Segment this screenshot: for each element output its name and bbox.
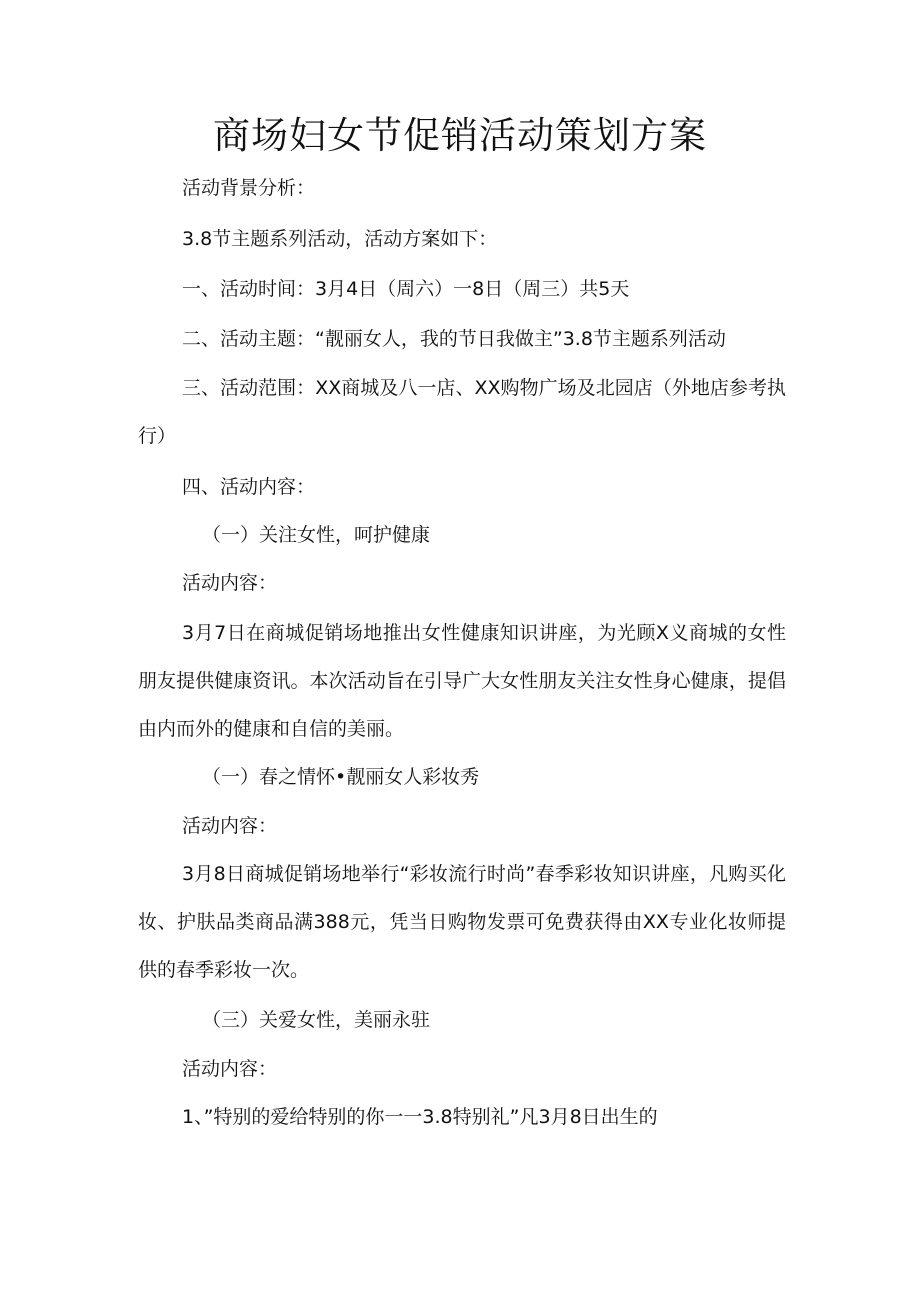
paragraph-activity-time: 一、活动时间：3月4日（周六）一8日（周三）共5天 bbox=[182, 278, 630, 300]
section-heading-care: （三）关爱女性，美丽永驻 bbox=[202, 1009, 431, 1031]
paragraph-special-gift: 1、”特别的爱给特别的你一一3.8特别礼”凡3月8日出生的 bbox=[182, 1106, 658, 1128]
paragraph-intro: 3.8节主题系列活动，活动方案如下： bbox=[182, 228, 498, 250]
paragraph-activity-theme: 二、活动主题：“靓丽女人，我的节日我做主”3.8节主题系列活动 bbox=[182, 328, 726, 350]
paragraph-content-heading: 四、活动内容： bbox=[182, 476, 316, 498]
paragraph-activity-scope: 三、活动范围：XX商城及八一店、XX购物广场及北园店（外地店参考执行） bbox=[138, 377, 786, 447]
paragraph-makeup-lecture: 3月8日商城促销场地举行“彩妆流行时尚”春季彩妆知识讲座，凡购买化妆、护肤品类商品满388元，凭当日购物发票可免费获得由XX专业化妆师提供的春季彩妆一次。 bbox=[138, 863, 786, 981]
paragraph-background-heading: 活动背景分析： bbox=[182, 177, 316, 199]
paragraph-content-label-2: 活动内容： bbox=[182, 815, 278, 837]
document-title: 商场妇女节促销活动策划方案 bbox=[213, 114, 707, 157]
section-heading-makeup: （一）春之情怀•靓丽女人彩妆秀 bbox=[202, 766, 480, 788]
paragraph-content-label-3: 活动内容： bbox=[182, 1058, 278, 1080]
paragraph-content-label-1: 活动内容： bbox=[182, 572, 278, 594]
section-heading-health: （一）关注女性，呵护健康 bbox=[202, 524, 431, 546]
paragraph-health-lecture: 3月7日在商城促销场地推出女性健康知识讲座，为光顾X义商城的女性朋友提供健康资讯。本次活动旨在引导广大女性朋友关注女性身心健康，提倡由内而外的健康和自信的美丽。 bbox=[138, 622, 786, 740]
